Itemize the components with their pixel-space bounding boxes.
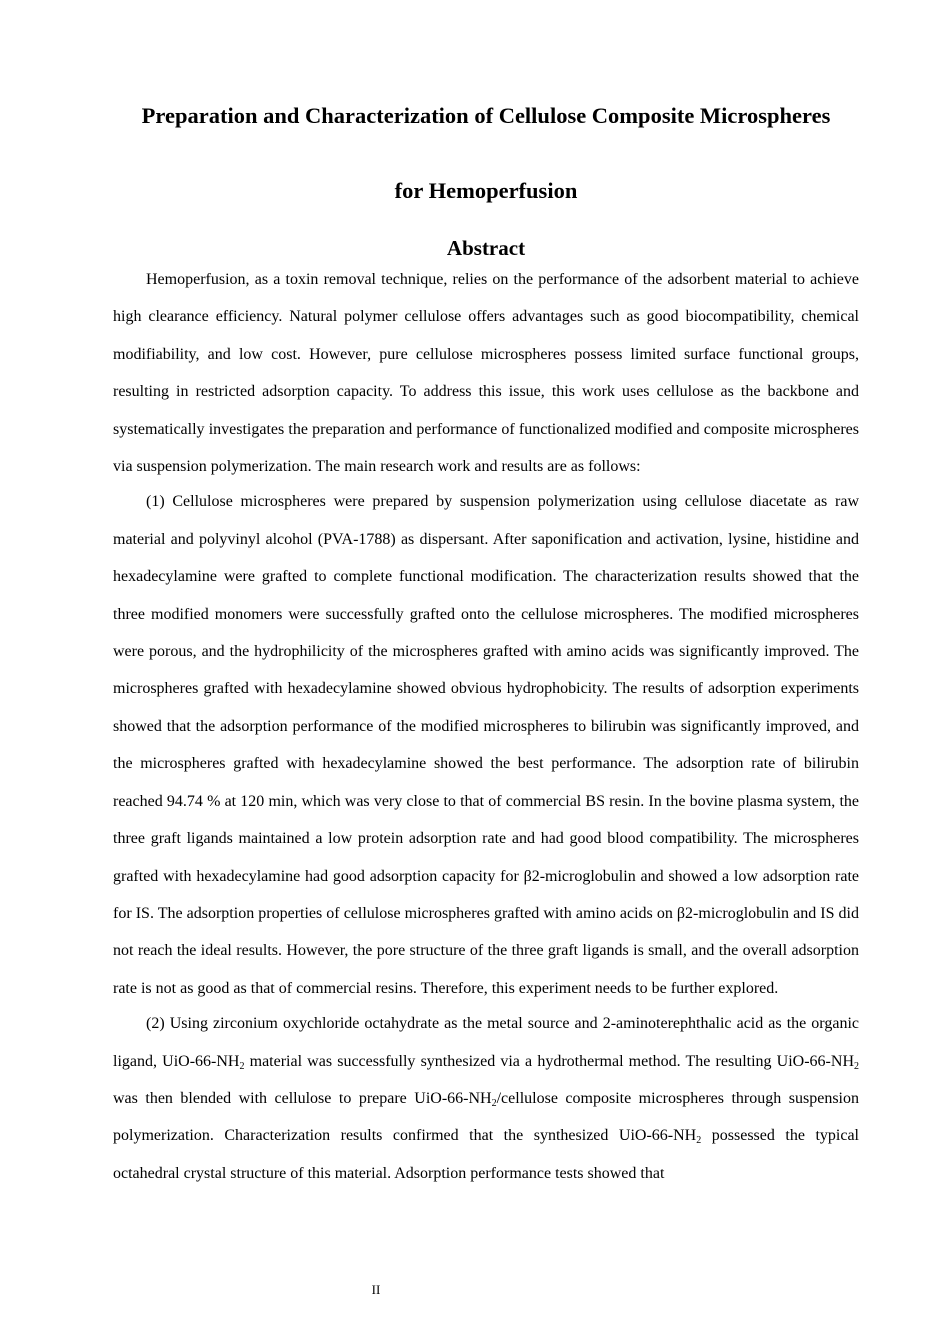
abstract-paragraph-1: (1) Cellulose microspheres were prepared by suspension polymerization using cellulose diacetate as raw material and polyvinyl alcohol (PVA-1788) as dispersant. After saponification and activation, lysine, histidine and hexadecylamine were grafted to complete functional modification. The characterization results showed that the three modified monomers were successfully grafted onto the cellulose microspheres. The modified microspheres were porous, and the hydrophilicity of the microspheres grafted with amino acids was significantly improved. The microspheres grafted with hexadecylamine showed obvious hydrophobicity. The results of adsorption experiments showed that the adsorption performance of the modified microspheres to bilirubin was significantly improved, and the microspheres grafted with hexadecylamine showed the best performance. The adsorption rate of bilirubin reached 94.74 % at 120 min, which was very close to that of commercial BS resin. In the bovine plasma system, the three graft ligands maintained a low protein adsorption rate and had good blood compatibility. The microspheres grafted with hexadecylamine had good adsorption capacity for β2-microglobulin and showed a low adsorption rate for IS. The adsorption properties of cellulose microspheres grafted with amino acids on β2-microglobulin and IS did not reach the ideal results. However, the pore structure of the three graft ligands is small, and the overall adsorption rate is not as good as that of commercial resins. Therefore, this experiment needs to be further explored. [113, 493, 859, 997]
subscript: 2 [491, 1097, 497, 1109]
subscript: 2 [854, 1060, 859, 1072]
abstract-intro-paragraph: Hemoperfusion, as a toxin removal technique, relies on the performance of the adsorbent material to achieve high clearance efficiency. Natural polymer cellulose offers advantages such as good biocompatibility, chemical modifiability, and low cost. However, pure cellulose microspheres possess limited surface functional groups, resulting in restricted adsorption capacity. To address this issue, this work uses cellulose as the backbone and systematically investigates the preparation and performance of functionalized modified and composite microspheres via suspension polymerization. The main research work and results are as follows: [113, 271, 859, 476]
paragraph-2-segment: possessed the typical octahedral crystal structure of this material. Adsorption performance tests showed that [113, 1127, 860, 1182]
paragraph-2-segment: /cellulose composite microspheres through suspension polymerization. Characterization results confirmed that the synthesized UiO-66-NH [113, 1089, 859, 1145]
abstract-paragraph-2 [113, 1005, 859, 1192]
abstract-body [113, 261, 859, 1192]
page-number: II [371, 1282, 381, 1297]
paragraph-2-segment: was then blended with cellulose to prepare UiO-66-NH [113, 1089, 492, 1107]
title-line-2: for Hemoperfusion [394, 178, 578, 203]
paragraph-2-segment: (2) Using zirconium oxychloride octahydrate as the metal source and 2-aminoterephthalic acid as the organic ligand, UiO-66-NH [113, 1015, 859, 1070]
subscript: 2 [239, 1060, 245, 1072]
subscript: 2 [696, 1135, 702, 1147]
paragraph-2-segment: material was successfully synthesized via a hydrothermal method. The resulting UiO-66-NH [244, 1052, 854, 1070]
title-line-1: Preparation and Characterization of Cellulose Composite Microspheres [141, 103, 831, 128]
abstract-heading: Abstract [446, 236, 526, 260]
